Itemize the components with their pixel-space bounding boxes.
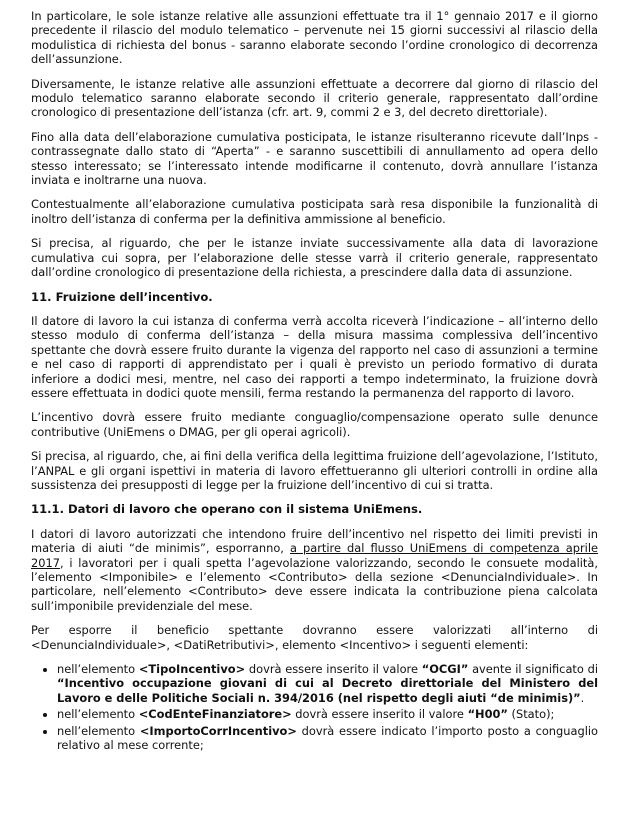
paragraph: In particolare, le sole istanze relative alle assunzioni effettuate tra il 1° gennaio 2017 e il giorno precedente il rilascio del modulo telematico – pervenute nei 15 giorni successivi al rilascio della modulistica di richiesta del bonus - saranno elaborate secondo l’ordine cronologico di decorrenza dell’assunzione. xyxy=(31,9,598,67)
value-description: “Incentivo occupazione giovani di cui al Decreto direttoriale del Ministero del Lavoro e delle Politiche Sociali n. 394/2016 (nel rispetto degli aiuti “de minimis)” xyxy=(57,676,598,705)
list-item xyxy=(57,724,598,753)
paragraph: Il datore di lavoro la cui istanza di conferma verrà accolta riceverà l’indicazione – all’interno dello stesso modulo di conferma dell’istanza – della misura massima complessiva dell’incentivo spettante che dovrà essere fruito durante la vigenza del rapporto nel caso di assunzioni a termine e nel caso di rapporti di apprendistato per i quali è previsto un periodo formativo di durata inferiore a dodici mesi, mentre, nel caso dei rapporti a tempo indeterminato, la fruizione dovrà essere effettuata in dodici quote mensili, ferma restando la permanenza del rapporto di lavoro. xyxy=(31,313,598,400)
text-run: nell’elemento xyxy=(57,662,139,677)
element-name: <TipoIncentivo> xyxy=(138,662,246,677)
text-run: dovrà essere inserito il valore xyxy=(245,662,422,677)
bullet-list xyxy=(31,662,598,752)
list-item xyxy=(57,707,598,721)
underlined-text: a partire dal flusso UniEmens di competenza aprile 2017 xyxy=(31,541,599,570)
element-value: “OCGI” xyxy=(421,662,469,677)
text-run: , i lavoratori per i quali spetta l’agevolazione valorizzando, secondo le consuete modalità, l’elemento <Imponibile> e l’elemento <Contributo> della sezione <DenunciaIndividuale>. In particolare, nell’elemento <Contributo> deve essere indicata la contribuzione piena calcolata sull’imponibile previdenziale del mese. xyxy=(31,555,598,613)
text-run: I datori di lavoro autorizzati che intendono fruire dell’incentivo nel rispetto dei limiti previsti in materia di aiuti “de minimis”, esporranno, xyxy=(31,526,598,556)
paragraph xyxy=(31,527,598,613)
text-run: nell’elemento xyxy=(57,723,140,738)
section-heading-11: 11. Fruizione dell’incentivo. xyxy=(31,289,213,304)
paragraph: Fino alla data dell’elaborazione cumulativa posticipata, le istanze risulteranno ricevute dall’Inps - contrassegnate dallo stato di “Aperta” - e saranno suscettibili di annullamento ad opera dello stesso interessato; se l’interessato intende modificarne il contenuto, dovrà annullare l’istanza inviata e inoltrarne una nuova. xyxy=(31,129,598,188)
text-run: avente il significato di xyxy=(468,662,598,677)
text-run: nell’elemento xyxy=(57,707,139,722)
section-heading-11-1: 11.1. Datori di lavoro che operano con il sistema UniEmens. xyxy=(31,502,423,517)
element-value: “H00” xyxy=(467,707,508,722)
list-item xyxy=(57,662,598,705)
paragraph: Contestualmente all’elaborazione cumulativa posticipata sarà resa disponibile la funzionalità di inoltro dell’istanza di conferma per la definitiva ammissione al beneficio. xyxy=(31,197,598,226)
paragraph: Si precisa, al riguardo, che, ai fini della verifica della legittima fruizione dell’agevolazione, l’Istituto, l’ANPAL e gli organi ispettivi in materia di lavoro effettueranno gli ulteriori controlli in ordine alla sussistenza dei presupposti di legge per la fruizione dell’incentivo di cui si tratta. xyxy=(31,449,598,492)
text-run: (Stato); xyxy=(507,707,555,722)
paragraph: L’incentivo dovrà essere fruito mediante conguaglio/compensazione operato sulle denunce contributive (UniEmens o DMAG, per gli operai agricoli). xyxy=(31,410,598,439)
element-name: <ImportoCorrIncentivo> xyxy=(139,723,297,738)
text-run: dovrà essere indicato l’importo posto a conguaglio relativo al mese corrente; xyxy=(57,723,598,753)
text-run: . xyxy=(580,690,585,705)
paragraph: Si precisa, al riguardo, che per le istanze inviate successivamente alla data di lavorazione cumulativa cui sopra, per l’elaborazione delle stesse varrà il criterio generale, rappresentato dall’ordine cronologico di presentazione della richiesta, a prescindere dalla data di assunzione. xyxy=(31,236,598,280)
element-name: <CodEnteFinanziatore> xyxy=(138,707,292,722)
paragraph: Per esporre il beneficio spettante dovranno essere valorizzati all’interno di <DenunciaIndividuale>, <DatiRetributivi>, elemento <Incentivo> i seguenti elementi: xyxy=(31,623,598,652)
paragraph: Diversamente, le istanze relative alle assunzioni effettuate a decorrere dal giorno di rilascio del modulo telematico saranno elaborate secondo il criterio generale, rappresentato dall’ordine cronologico di presentazione dell’istanza (cfr. art. 9, commi 2 e 3, del decreto direttoriale). xyxy=(31,76,598,120)
text-run: dovrà essere inserito il valore xyxy=(291,707,468,722)
